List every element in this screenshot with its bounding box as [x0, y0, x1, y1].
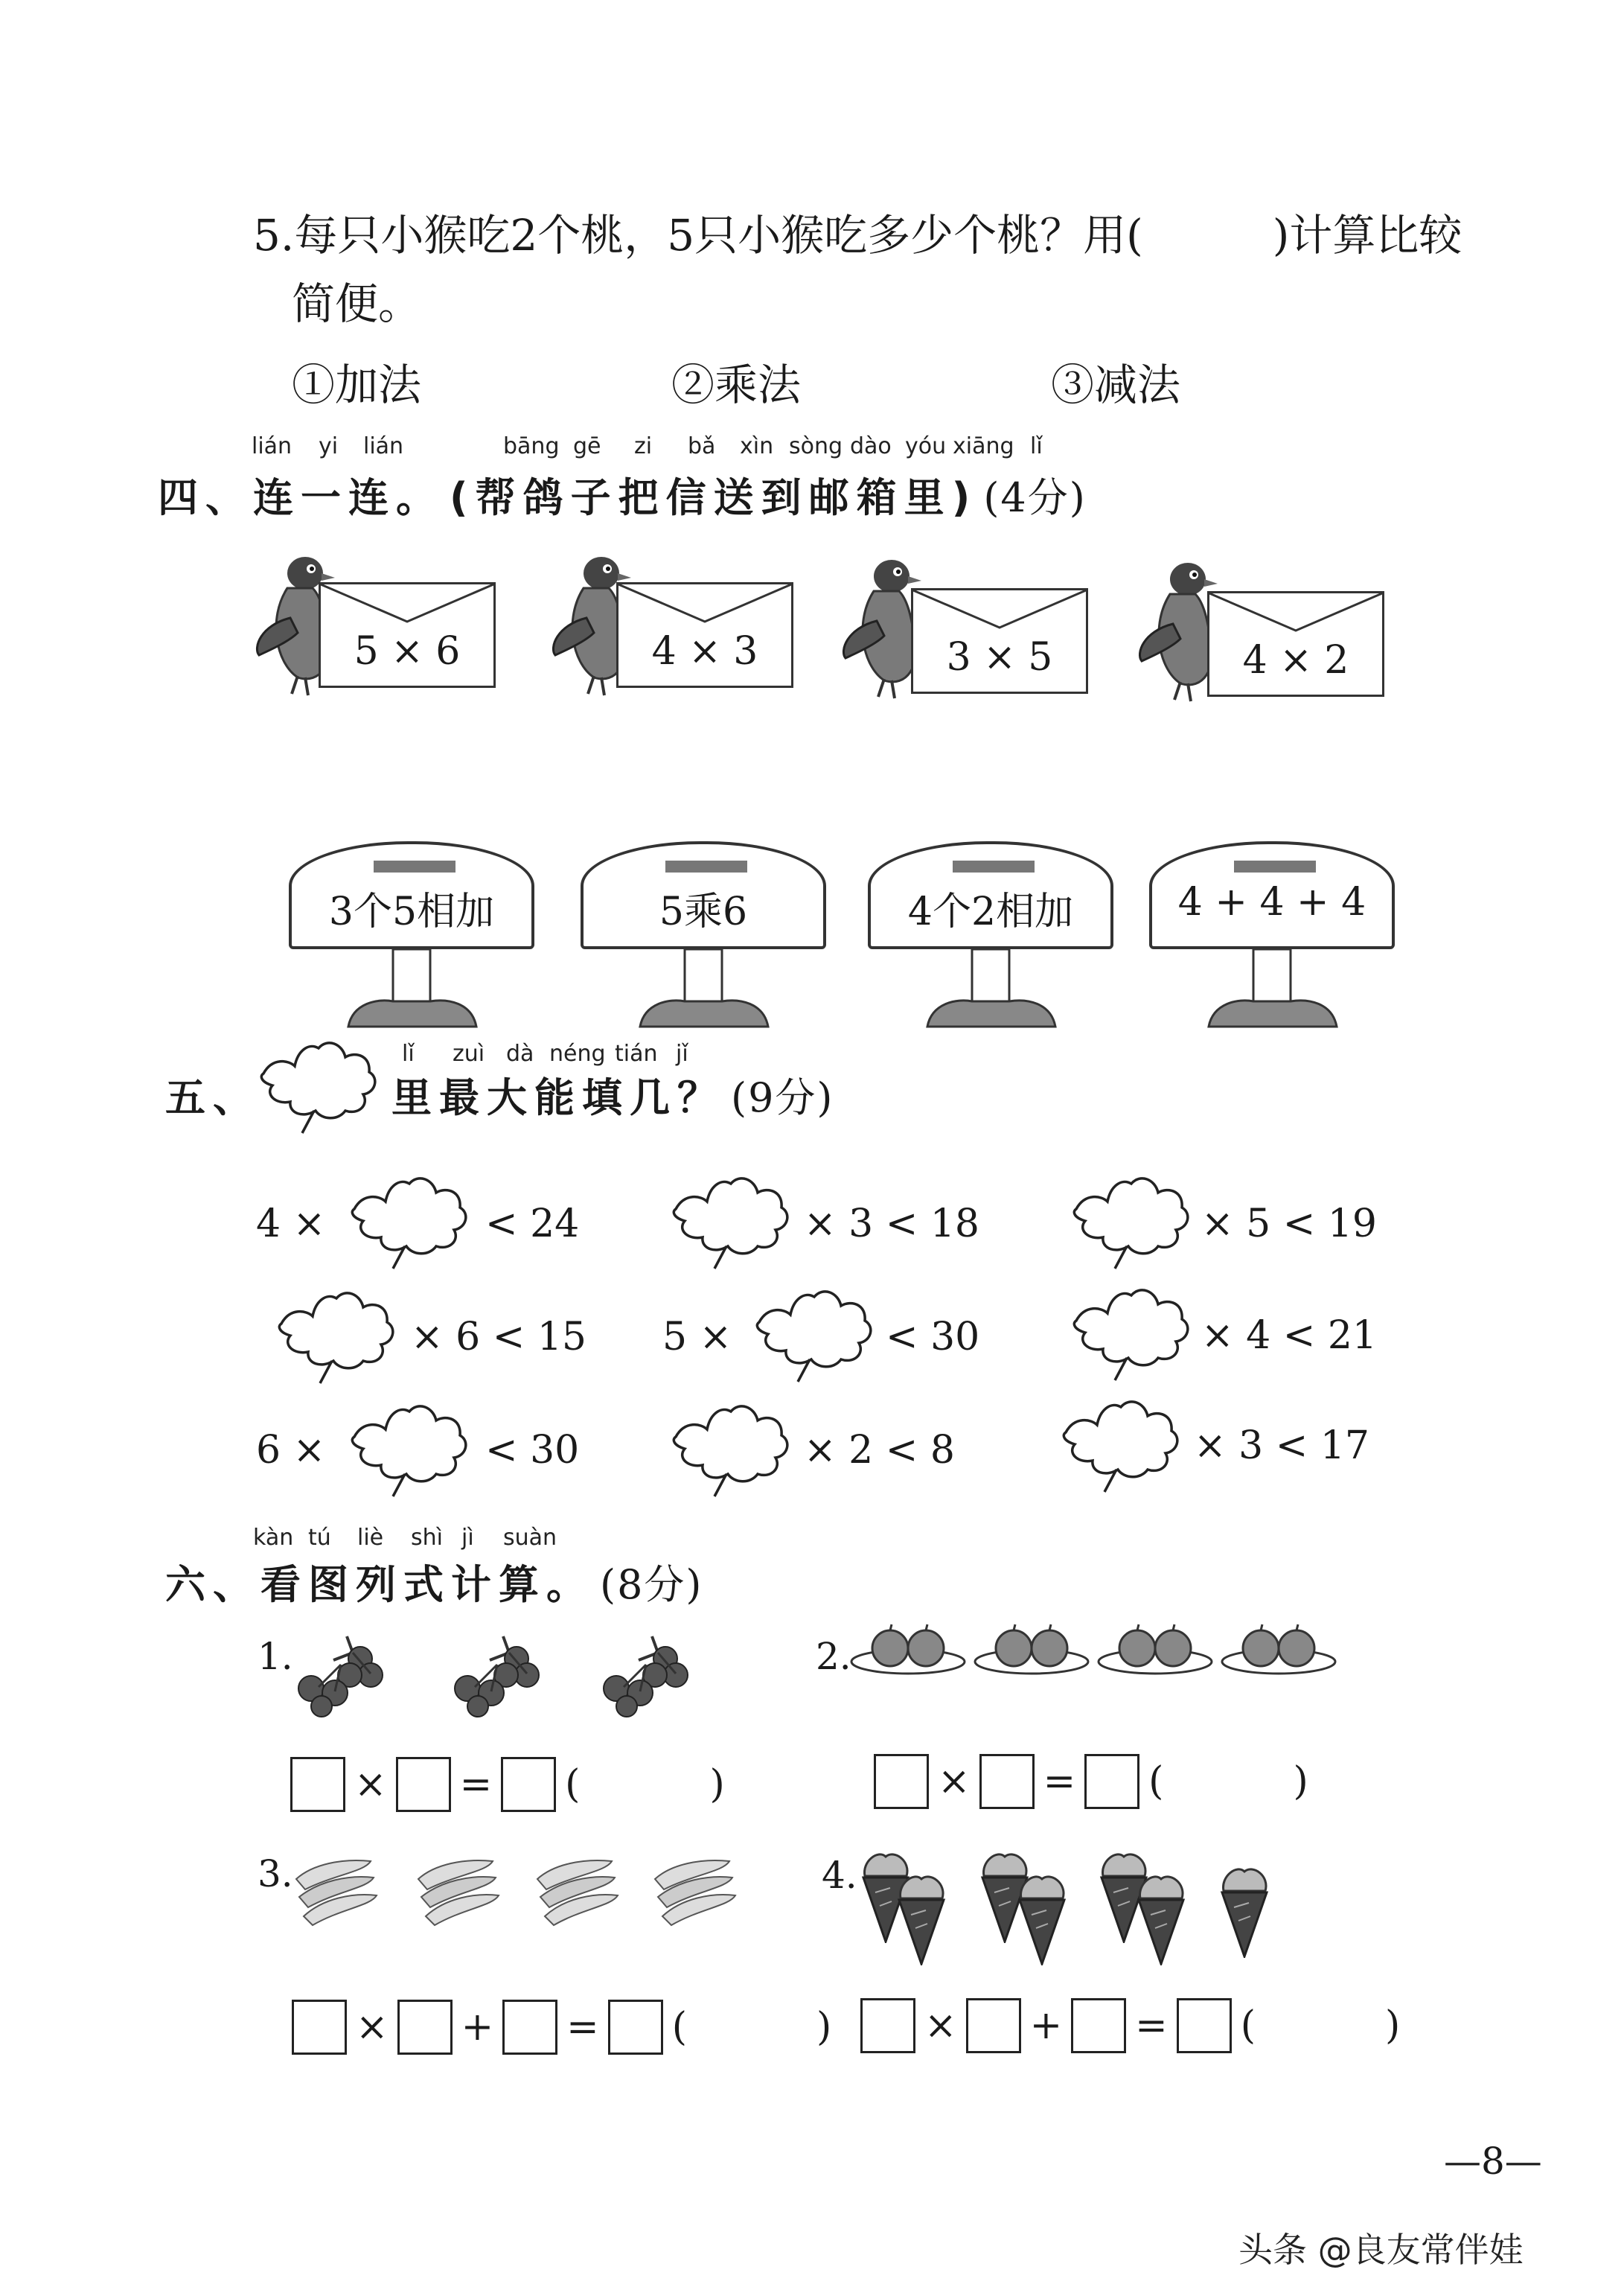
section-5-title: [391, 1066, 834, 1123]
pinyin-lian: lián: [252, 433, 292, 459]
leaf-blank[interactable]: [341, 1394, 475, 1498]
pinyin-li: lǐ: [1030, 433, 1043, 459]
envelope-label: 5 × 6: [354, 629, 461, 674]
mail-slot: [374, 861, 455, 873]
ineq-6-post: × 4 < 21: [1201, 1313, 1377, 1358]
mailbox-head: [581, 841, 826, 949]
pinyin-zui: zuì: [453, 1041, 485, 1067]
pinyin-tian: tián: [615, 1041, 658, 1067]
op-equals: =: [1135, 2003, 1168, 2048]
paren-close: ): [1293, 1759, 1308, 1804]
apple-plate-icon: [972, 1620, 1091, 1680]
grapes-icon: [289, 1630, 393, 1720]
mailbox-stand-icon: [868, 949, 1113, 1031]
envelope-flap-icon: [1209, 593, 1382, 638]
section-6-heading: 六、看图列式计算。: [165, 1561, 594, 1608]
op-equals: =: [459, 1762, 493, 1807]
ineq-5-pre: 5 ×: [662, 1315, 732, 1359]
item-1-number: 1.: [258, 1635, 293, 1678]
pinyin-xin: xìn: [740, 433, 774, 459]
mailbox-4[interactable]: [1149, 841, 1395, 1034]
op-equals: =: [1043, 1759, 1076, 1804]
answer-box[interactable]: [502, 2000, 557, 2055]
section-5-heading: 里最大能填几？: [391, 1074, 725, 1121]
option-subtract[interactable]: ③减法: [1051, 360, 1181, 410]
mailbox-stand-icon: [1149, 949, 1395, 1031]
leaf-blank[interactable]: [341, 1166, 475, 1270]
envelope: [911, 588, 1088, 694]
envelope-label: 4 × 2: [1242, 638, 1349, 683]
mailbox-label: 4个2相加: [907, 890, 1074, 934]
pinyin-ji: jì: [461, 1525, 474, 1551]
watermark: 头条 @良友常伴娃: [1238, 2230, 1524, 2270]
pinyin-dao: dào: [850, 433, 892, 459]
apple-plate-icon: [1219, 1620, 1338, 1680]
envelope: [1207, 591, 1384, 697]
item-3-number: 3.: [258, 1852, 293, 1895]
mailbox-head: [1149, 841, 1395, 949]
envelope: [319, 582, 496, 688]
section-4-title: [158, 466, 1087, 523]
section-6-title: [165, 1553, 703, 1610]
leaf-blank[interactable]: [662, 1394, 796, 1498]
ineq-8-post: × 2 < 8: [804, 1428, 955, 1473]
banana-icon: [290, 1849, 380, 1931]
equation-3: [292, 2000, 831, 2055]
ineq-7-post: < 30: [485, 1428, 580, 1473]
pinyin-you: yóu: [905, 433, 947, 459]
leaf-blank[interactable]: [746, 1279, 880, 1383]
section-4-score: (4分): [983, 474, 1087, 521]
mail-slot: [1234, 861, 1316, 873]
answer-box[interactable]: [874, 1754, 929, 1809]
op-plus: +: [1029, 2003, 1063, 2048]
answer-box[interactable]: [1177, 1998, 1232, 2053]
ice-cream-icon: [1215, 1861, 1274, 1958]
pinyin-lian2: lián: [363, 433, 404, 459]
paren-open: (: [671, 2005, 688, 2050]
leaf-blank[interactable]: [662, 1166, 796, 1270]
mailbox-label: 5乘6: [659, 890, 748, 934]
answer-box[interactable]: [1084, 1754, 1139, 1809]
question-5: [253, 201, 1462, 338]
ineq-1-pre: 4 ×: [256, 1202, 326, 1246]
pinyin-zi: zi: [634, 433, 653, 459]
pinyin-kan: kàn: [253, 1525, 294, 1551]
pigeon-envelope-2[interactable]: [549, 551, 802, 700]
banana-icon: [412, 1849, 502, 1931]
ice-cream-icon: [1131, 1869, 1191, 1965]
op-equals: =: [566, 2005, 599, 2050]
question-5-line1: 5.每只小猴吃2个桃，5只小猴吃多少个桃？用( )计算比较: [253, 210, 1462, 261]
pinyin-song: sòng: [789, 433, 843, 459]
ineq-4-post: × 6 < 15: [411, 1315, 586, 1359]
answer-box[interactable]: [292, 2000, 347, 2055]
section-4-heading: 四、连一连。: [158, 474, 444, 521]
page-number: —8—: [1444, 2140, 1542, 2183]
mailbox-2[interactable]: [581, 841, 826, 1034]
mailbox-label: 4 + 4 + 4: [1177, 880, 1366, 925]
section-4-instruction: (帮鸽子把信送到邮箱里): [450, 474, 978, 521]
ineq-2-post: × 3 < 18: [804, 1202, 979, 1246]
pigeon-envelope-1[interactable]: [253, 551, 506, 700]
grapes-icon: [445, 1630, 549, 1720]
pinyin-li: lǐ: [402, 1041, 415, 1067]
question-5-line2: 简便。: [292, 278, 422, 329]
equation-4: [860, 1998, 1400, 2053]
envelope-flap-icon: [913, 590, 1086, 635]
answer-box[interactable]: [860, 1998, 915, 2053]
item-2-number: 2.: [816, 1635, 851, 1678]
answer-box[interactable]: [397, 2000, 453, 2055]
leaf-blank[interactable]: [268, 1280, 402, 1385]
envelope-flap-icon: [618, 584, 791, 629]
pigeon-envelope-4[interactable]: [1136, 557, 1389, 706]
leaf-blank[interactable]: [1063, 1278, 1197, 1382]
mailbox-label: 3个5相加: [328, 890, 495, 934]
envelope-label: 3 × 5: [946, 635, 1053, 680]
paren-close: ): [1385, 2003, 1401, 2048]
ineq-7-pre: 6 ×: [256, 1428, 326, 1473]
paren-close: ): [816, 2005, 832, 2050]
ineq-3-post: × 5 < 19: [1201, 1202, 1377, 1246]
leaf-blank[interactable]: [1052, 1389, 1186, 1493]
paren-open: (: [1148, 1759, 1164, 1804]
paren-open: (: [565, 1762, 581, 1807]
answer-box[interactable]: [1071, 1998, 1126, 2053]
grapes-icon: [594, 1630, 698, 1720]
answer-box[interactable]: [396, 1757, 451, 1812]
mailbox-head: [289, 841, 534, 949]
ice-cream-icon: [1012, 1869, 1072, 1965]
section-5-score: (9分): [731, 1074, 834, 1121]
mailbox-3[interactable]: [868, 841, 1113, 1034]
answer-box[interactable]: [290, 1757, 345, 1812]
envelope-label: 4 × 3: [651, 629, 758, 674]
equation-1: [290, 1757, 725, 1812]
answer-box[interactable]: [979, 1754, 1035, 1809]
apple-plate-icon: [1096, 1620, 1215, 1680]
ice-cream-icon: [892, 1869, 951, 1965]
mailbox-head: [868, 841, 1113, 949]
op-times: ×: [924, 2003, 957, 2048]
pinyin-da: dà: [506, 1041, 534, 1067]
ineq-5-post: < 30: [886, 1315, 980, 1359]
item-4-number: 4.: [822, 1854, 857, 1897]
equation-2: [874, 1754, 1308, 1809]
answer-box[interactable]: [966, 1998, 1021, 2053]
op-times: ×: [354, 1762, 387, 1807]
envelope: [616, 582, 793, 688]
pinyin-bang: bāng: [503, 433, 560, 459]
option-add[interactable]: ①加法: [292, 360, 422, 410]
mail-slot: [665, 861, 747, 873]
mailbox-stand-icon: [289, 949, 534, 1031]
mailbox-1[interactable]: [289, 841, 534, 1034]
pinyin-lie: liè: [357, 1525, 384, 1551]
section-6-score: (8分): [600, 1561, 703, 1608]
pigeon-envelope-3[interactable]: [840, 554, 1093, 703]
op-plus: +: [461, 2005, 494, 2050]
pinyin-neng: néng: [549, 1041, 606, 1067]
banana-icon: [649, 1849, 738, 1931]
mailbox-stand-icon: [581, 949, 826, 1031]
pinyin-yi: yi: [319, 433, 339, 459]
pinyin-ge: gē: [573, 433, 601, 459]
paren-close: ): [709, 1762, 725, 1807]
pinyin-tu: tú: [308, 1525, 331, 1551]
paren-open: (: [1240, 2003, 1256, 2048]
pinyin-xiang: xiāng: [953, 433, 1014, 459]
op-times: ×: [356, 2005, 389, 2050]
section-5-prefix: 五、: [165, 1074, 260, 1121]
pinyin-ji: jǐ: [676, 1041, 688, 1067]
answer-box[interactable]: [608, 2000, 663, 2055]
answer-box[interactable]: [501, 1757, 556, 1812]
ineq-9-post: × 3 < 17: [1194, 1423, 1369, 1468]
pinyin-ba: bǎ: [688, 433, 716, 459]
apple-plate-icon: [848, 1620, 968, 1680]
mail-slot: [953, 861, 1035, 873]
envelope-flap-icon: [321, 584, 493, 629]
leaf-blank[interactable]: [1063, 1166, 1197, 1270]
option-multiply[interactable]: ②乘法: [671, 360, 802, 410]
pinyin-shi: shì: [411, 1525, 443, 1551]
leaf-icon: [250, 1030, 384, 1135]
ineq-1-post: < 24: [485, 1202, 580, 1246]
op-times: ×: [938, 1759, 971, 1804]
pinyin-suan: suàn: [503, 1525, 557, 1551]
banana-icon: [531, 1849, 621, 1931]
